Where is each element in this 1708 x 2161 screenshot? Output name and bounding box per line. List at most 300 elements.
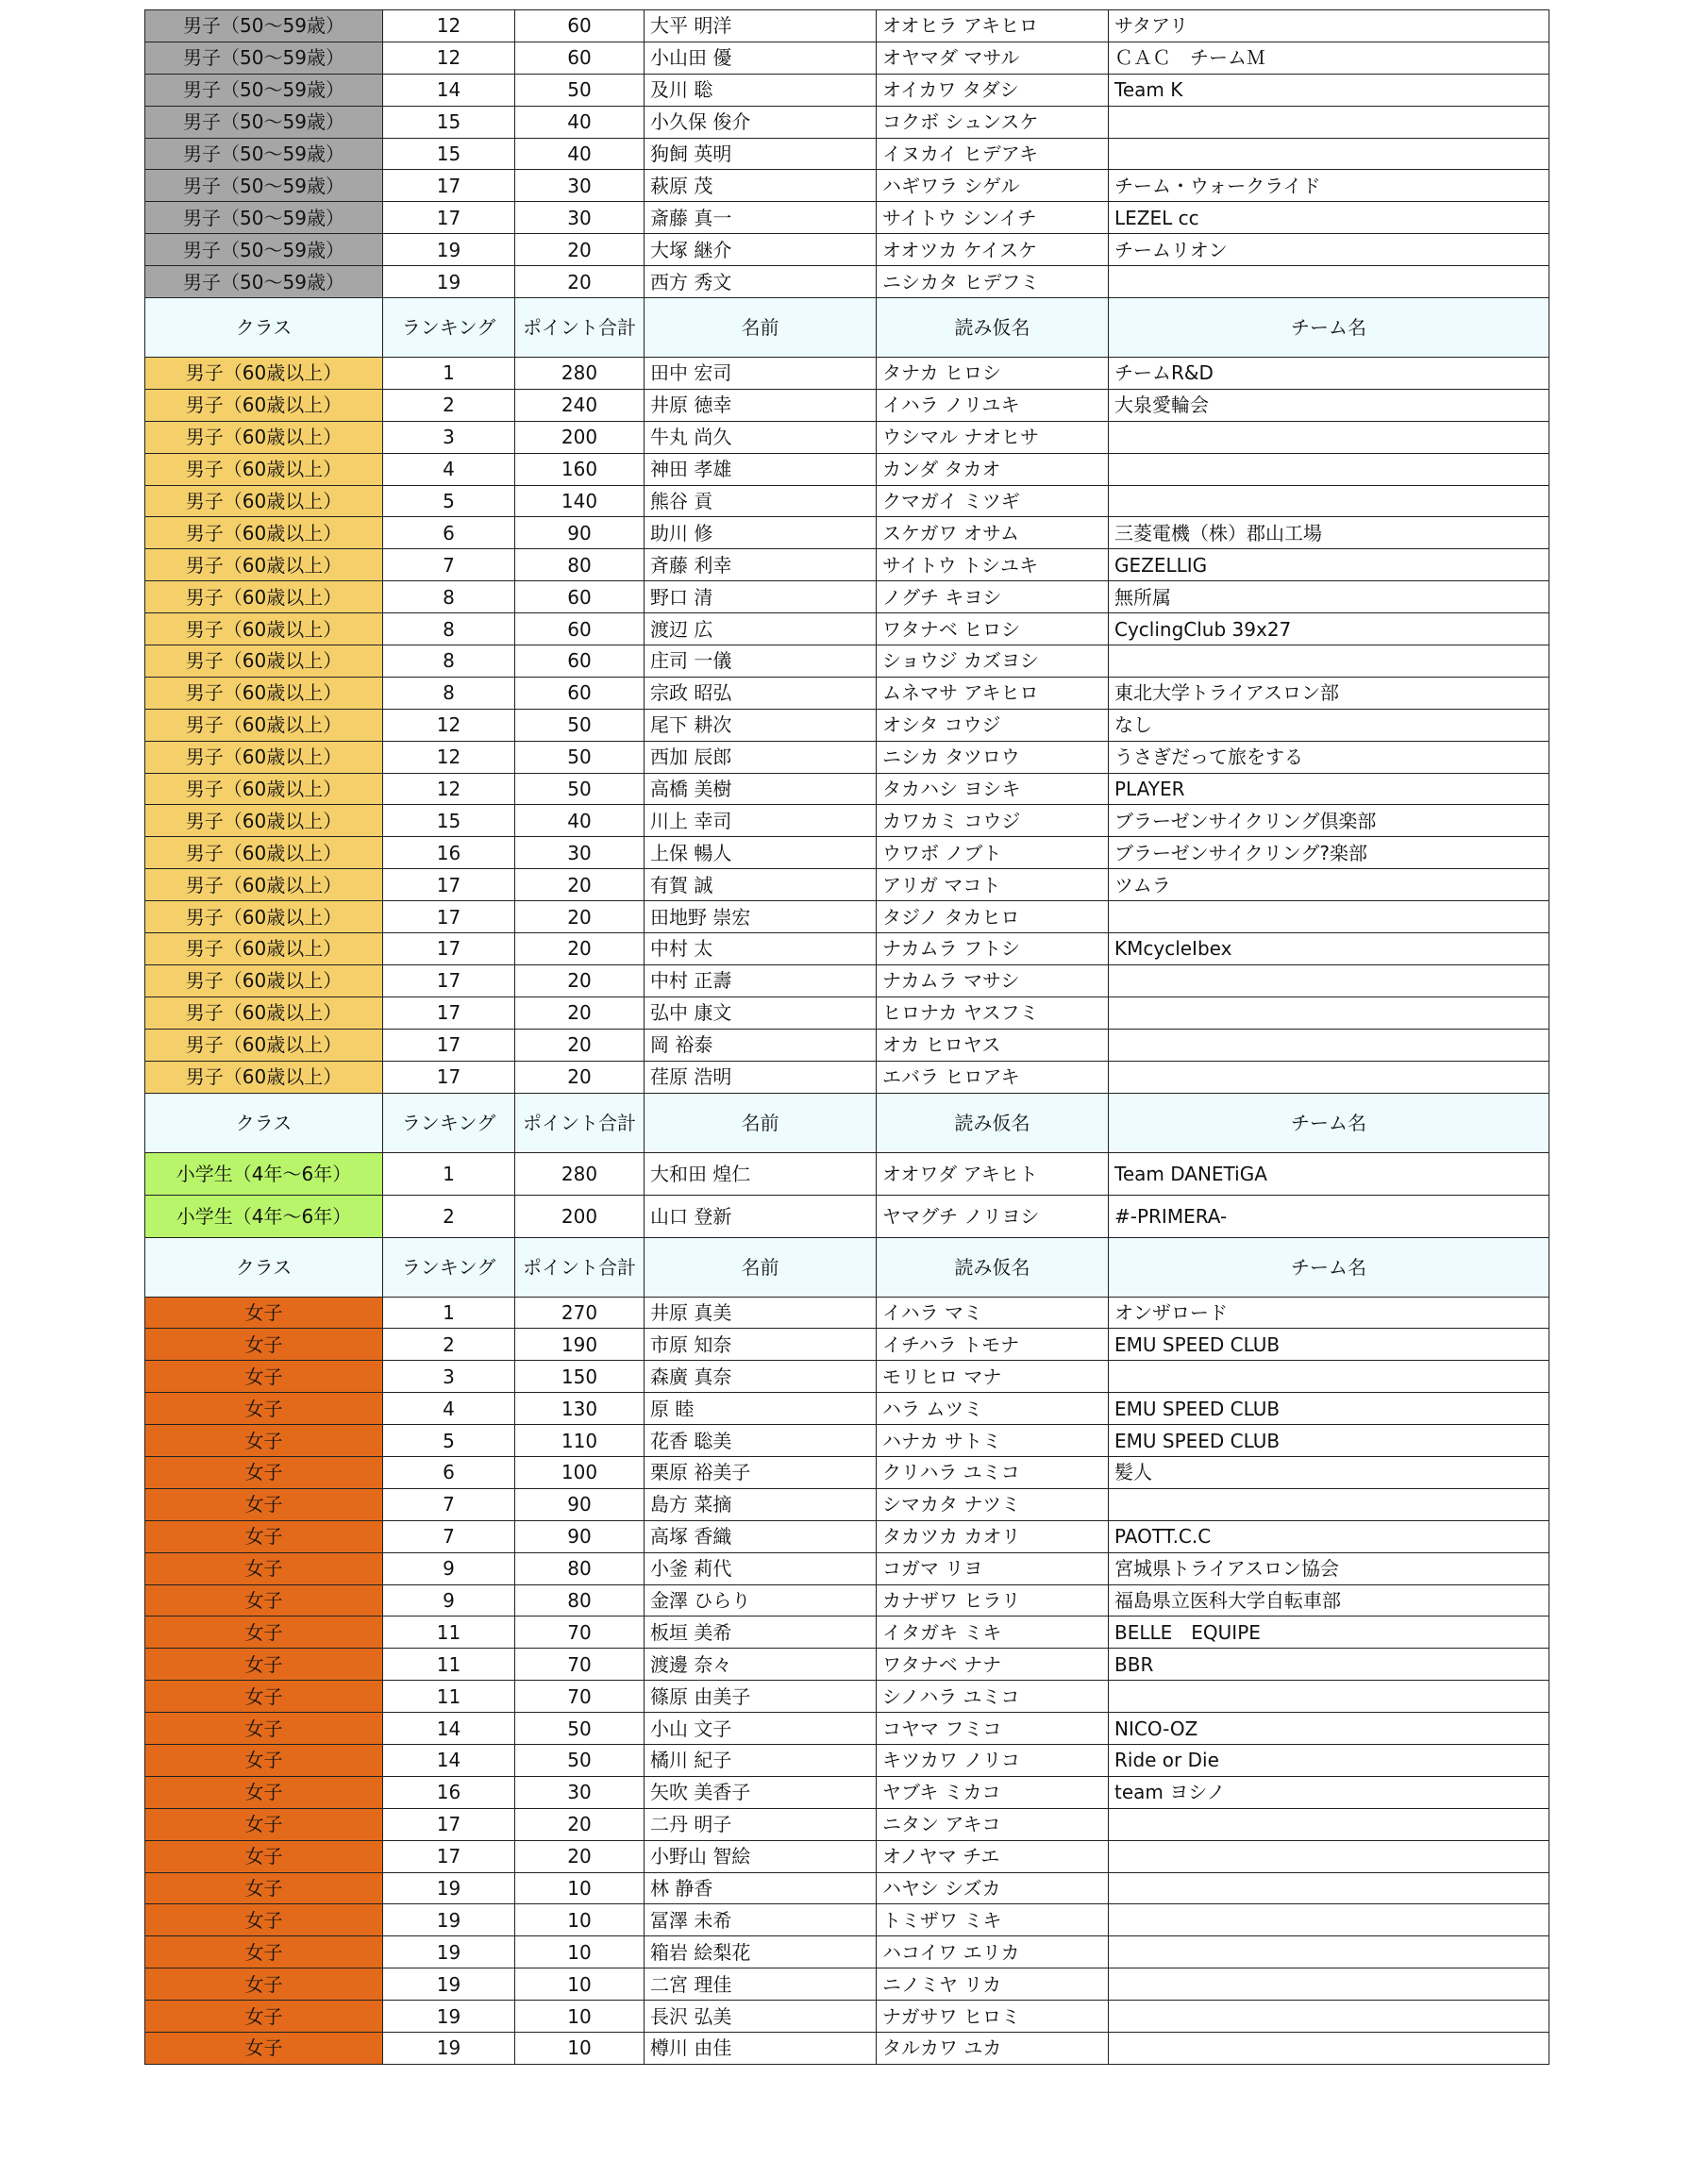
points-cell: 280 — [515, 358, 645, 390]
table-row — [145, 1425, 1549, 1457]
ranking-cell: 17 — [383, 1029, 515, 1061]
name-cell: 上保 暢人 — [645, 837, 877, 869]
points-cell: 20 — [515, 1840, 645, 1872]
team-cell: うさぎだって旅をする — [1109, 741, 1549, 773]
points-cell: 70 — [515, 1617, 645, 1649]
name-cell: 助川 修 — [645, 517, 877, 549]
ranking-cell: 19 — [383, 266, 515, 298]
team-cell: CyclingClub 39x27 — [1109, 613, 1549, 645]
name-cell: 矢吹 美香子 — [645, 1776, 877, 1808]
header-points: ポイント合計 — [515, 298, 645, 358]
kana-cell: ハコイワ エリカ — [877, 1936, 1109, 1968]
kana-cell: イヌカイ ヒデアキ — [877, 138, 1109, 170]
class-cell: 男子（60歳以上） — [145, 485, 383, 517]
table-row — [145, 234, 1549, 266]
kana-cell: ハギワラ シゲル — [877, 170, 1109, 202]
team-cell — [1109, 1361, 1549, 1393]
team-cell: オンザロード — [1109, 1297, 1549, 1329]
team-cell — [1109, 453, 1549, 485]
kana-cell: キツカワ ノリコ — [877, 1744, 1109, 1776]
class-cell: 男子（50〜59歳） — [145, 202, 383, 234]
class-cell: 女子 — [145, 1808, 383, 1840]
table-row — [145, 1840, 1549, 1872]
class-cell: 男子（60歳以上） — [145, 741, 383, 773]
table-row — [145, 1195, 1549, 1237]
kana-cell: クマガイ ミツギ — [877, 485, 1109, 517]
table-row — [145, 837, 1549, 869]
points-cell: 160 — [515, 453, 645, 485]
ranking-cell: 4 — [383, 1393, 515, 1425]
name-cell: 板垣 美希 — [645, 1617, 877, 1649]
ranking-cell: 15 — [383, 106, 515, 138]
team-cell: なし — [1109, 709, 1549, 741]
class-cell: 女子 — [145, 1488, 383, 1520]
kana-cell: クリハラ ユミコ — [877, 1456, 1109, 1488]
name-cell: 西加 辰郎 — [645, 741, 877, 773]
class-cell: 女子 — [145, 1936, 383, 1968]
team-cell — [1109, 1872, 1549, 1904]
table-row — [145, 613, 1549, 645]
class-cell: 女子 — [145, 1456, 383, 1488]
name-cell: 小久保 俊介 — [645, 106, 877, 138]
header-class: クラス — [145, 1237, 383, 1297]
ranking-cell: 2 — [383, 389, 515, 421]
kana-cell: ニタン アキコ — [877, 1808, 1109, 1840]
class-cell: 男子（60歳以上） — [145, 677, 383, 709]
table-row — [145, 421, 1549, 453]
name-cell: 冨澤 未希 — [645, 1904, 877, 1936]
points-cell: 10 — [515, 1936, 645, 1968]
table-row — [145, 1152, 1549, 1195]
kana-cell: タジノ タカヒロ — [877, 901, 1109, 933]
header-team: チーム名 — [1109, 298, 1549, 358]
ranking-cell: 17 — [383, 170, 515, 202]
header-name: 名前 — [645, 1237, 877, 1297]
team-cell — [1109, 1061, 1549, 1093]
team-cell: 三菱電機（株）郡山工場 — [1109, 517, 1549, 549]
table-row — [145, 389, 1549, 421]
ranking-cell: 8 — [383, 645, 515, 678]
kana-cell: オシタ コウジ — [877, 709, 1109, 741]
class-cell: 男子（60歳以上） — [145, 901, 383, 933]
ranking-table — [144, 9, 1549, 2065]
team-cell: EMU SPEED CLUB — [1109, 1425, 1549, 1457]
name-cell: 野口 清 — [645, 581, 877, 613]
points-cell: 140 — [515, 485, 645, 517]
points-cell: 50 — [515, 74, 645, 106]
name-cell: 島方 菜摘 — [645, 1488, 877, 1520]
table-row — [145, 1713, 1549, 1745]
name-cell: 熊谷 貢 — [645, 485, 877, 517]
team-cell — [1109, 106, 1549, 138]
ranking-cell: 1 — [383, 1152, 515, 1195]
ranking-cell: 19 — [383, 1968, 515, 2001]
points-cell: 100 — [515, 1456, 645, 1488]
class-cell: 男子（50〜59歳） — [145, 106, 383, 138]
name-cell: 樽川 由佳 — [645, 2032, 877, 2064]
team-cell — [1109, 421, 1549, 453]
ranking-cell: 1 — [383, 358, 515, 390]
ranking-cell: 19 — [383, 1936, 515, 1968]
points-cell: 40 — [515, 805, 645, 837]
header-points: ポイント合計 — [515, 1093, 645, 1152]
ranking-cell: 12 — [383, 741, 515, 773]
class-cell: 男子（50〜59歳） — [145, 170, 383, 202]
table-row — [145, 581, 1549, 613]
team-cell: ツムラ — [1109, 869, 1549, 901]
name-cell: 井原 徳幸 — [645, 389, 877, 421]
name-cell: 中村 太 — [645, 933, 877, 965]
kana-cell: オノヤマ チエ — [877, 1840, 1109, 1872]
team-cell: サタアリ — [1109, 10, 1549, 42]
table-row — [145, 933, 1549, 965]
name-cell: 小野山 智絵 — [645, 1840, 877, 1872]
ranking-cell: 19 — [383, 2032, 515, 2064]
points-cell: 20 — [515, 1029, 645, 1061]
ranking-cell: 12 — [383, 10, 515, 42]
team-cell: BBR — [1109, 1649, 1549, 1681]
name-cell: 斎藤 真一 — [645, 202, 877, 234]
team-cell: PAOTT.C.C — [1109, 1520, 1549, 1552]
name-cell: 山口 登新 — [645, 1195, 877, 1237]
kana-cell: コヤマ フミコ — [877, 1713, 1109, 1745]
kana-cell: カナザワ ヒラリ — [877, 1584, 1109, 1617]
name-cell: 中村 正壽 — [645, 964, 877, 997]
class-cell: 男子（60歳以上） — [145, 837, 383, 869]
class-cell: 男子（60歳以上） — [145, 1061, 383, 1093]
kana-cell: ハナカ サトミ — [877, 1425, 1109, 1457]
name-cell: 牛丸 尚久 — [645, 421, 877, 453]
table-row — [145, 138, 1549, 170]
table-row — [145, 805, 1549, 837]
ranking-cell: 14 — [383, 1713, 515, 1745]
points-cell: 50 — [515, 741, 645, 773]
table-row — [145, 741, 1549, 773]
class-cell: 男子（60歳以上） — [145, 997, 383, 1029]
kana-cell: シノハラ ユミコ — [877, 1681, 1109, 1713]
points-cell: 60 — [515, 677, 645, 709]
table-row — [145, 10, 1549, 42]
class-cell: 男子（60歳以上） — [145, 645, 383, 678]
table-row — [145, 709, 1549, 741]
points-cell: 20 — [515, 1061, 645, 1093]
ranking-cell: 15 — [383, 138, 515, 170]
class-cell: 男子（60歳以上） — [145, 517, 383, 549]
table-row — [145, 1488, 1549, 1520]
kana-cell: スケガワ オサム — [877, 517, 1109, 549]
team-cell — [1109, 645, 1549, 678]
name-cell: 長沢 弘美 — [645, 2001, 877, 2033]
name-cell: 二丹 明子 — [645, 1808, 877, 1840]
ranking-cell: 17 — [383, 997, 515, 1029]
table-row — [145, 1617, 1549, 1649]
points-cell: 20 — [515, 1808, 645, 1840]
points-cell: 40 — [515, 138, 645, 170]
name-cell: 西方 秀文 — [645, 266, 877, 298]
class-cell: 女子 — [145, 1681, 383, 1713]
name-cell: 渡辺 広 — [645, 613, 877, 645]
kana-cell: オオツカ ケイスケ — [877, 234, 1109, 266]
kana-cell: ナガサワ ヒロミ — [877, 2001, 1109, 2033]
points-cell: 80 — [515, 1584, 645, 1617]
ranking-cell: 3 — [383, 1361, 515, 1393]
name-cell: 篠原 由美子 — [645, 1681, 877, 1713]
name-cell: 花香 聡美 — [645, 1425, 877, 1457]
points-cell: 60 — [515, 581, 645, 613]
points-cell: 130 — [515, 1393, 645, 1425]
column-header-row — [145, 1237, 1549, 1297]
ranking-cell: 19 — [383, 234, 515, 266]
ranking-cell: 14 — [383, 1744, 515, 1776]
ranking-cell: 7 — [383, 1488, 515, 1520]
ranking-cell: 9 — [383, 1584, 515, 1617]
ranking-cell: 17 — [383, 964, 515, 997]
table-row — [145, 1361, 1549, 1393]
kana-cell: オイカワ タダシ — [877, 74, 1109, 106]
table-row — [145, 677, 1549, 709]
kana-cell: ショウジ カズヨシ — [877, 645, 1109, 678]
team-cell: 大泉愛輪会 — [1109, 389, 1549, 421]
ranking-cell: 6 — [383, 517, 515, 549]
ranking-cell: 8 — [383, 613, 515, 645]
ranking-cell: 4 — [383, 453, 515, 485]
points-cell: 20 — [515, 869, 645, 901]
name-cell: 尾下 耕次 — [645, 709, 877, 741]
team-cell: 福島県立医科大学自転車部 — [1109, 1584, 1549, 1617]
kana-cell: サイトウ トシユキ — [877, 549, 1109, 581]
points-cell: 70 — [515, 1649, 645, 1681]
kana-cell: カワカミ コウジ — [877, 805, 1109, 837]
team-cell: PLAYER — [1109, 773, 1549, 805]
team-cell: LEZEL cc — [1109, 202, 1549, 234]
kana-cell: ウワボ ノブト — [877, 837, 1109, 869]
points-cell: 80 — [515, 549, 645, 581]
ranking-cell: 17 — [383, 202, 515, 234]
table-row — [145, 453, 1549, 485]
name-cell: 田中 宏司 — [645, 358, 877, 390]
kana-cell: エバラ ヒロアキ — [877, 1061, 1109, 1093]
points-cell: 30 — [515, 202, 645, 234]
team-cell: EMU SPEED CLUB — [1109, 1329, 1549, 1361]
kana-cell: イチハラ トモナ — [877, 1329, 1109, 1361]
class-cell: 男子（60歳以上） — [145, 805, 383, 837]
team-cell: 宮城県トライアスロン協会 — [1109, 1552, 1549, 1584]
kana-cell: タカツカ カオリ — [877, 1520, 1109, 1552]
name-cell: 小山 文子 — [645, 1713, 877, 1745]
team-cell — [1109, 266, 1549, 298]
points-cell: 20 — [515, 997, 645, 1029]
class-cell: 女子 — [145, 2001, 383, 2033]
points-cell: 50 — [515, 773, 645, 805]
points-cell: 10 — [515, 1904, 645, 1936]
name-cell: 高橋 美樹 — [645, 773, 877, 805]
header-team: チーム名 — [1109, 1237, 1549, 1297]
ranking-cell: 16 — [383, 837, 515, 869]
team-cell — [1109, 138, 1549, 170]
ranking-cell: 16 — [383, 1776, 515, 1808]
table-row — [145, 1968, 1549, 2001]
kana-cell: タルカワ ユカ — [877, 2032, 1109, 2064]
table-row — [145, 645, 1549, 678]
name-cell: 栗原 裕美子 — [645, 1456, 877, 1488]
kana-cell: オカ ヒロヤス — [877, 1029, 1109, 1061]
class-cell: 女子 — [145, 1744, 383, 1776]
header-name: 名前 — [645, 298, 877, 358]
team-cell — [1109, 1029, 1549, 1061]
points-cell: 20 — [515, 266, 645, 298]
class-cell: 女子 — [145, 1713, 383, 1745]
name-cell: 小山田 優 — [645, 42, 877, 74]
kana-cell: オオヒラ アキヒロ — [877, 10, 1109, 42]
team-cell: Team K — [1109, 74, 1549, 106]
class-cell: 女子 — [145, 1361, 383, 1393]
name-cell: 大平 明洋 — [645, 10, 877, 42]
ranking-cell: 12 — [383, 773, 515, 805]
points-cell: 90 — [515, 1488, 645, 1520]
team-cell — [1109, 1840, 1549, 1872]
team-cell — [1109, 901, 1549, 933]
header-class: クラス — [145, 298, 383, 358]
ranking-cell: 2 — [383, 1329, 515, 1361]
table-row — [145, 170, 1549, 202]
points-cell: 60 — [515, 645, 645, 678]
class-cell: 男子（60歳以上） — [145, 933, 383, 965]
table-row — [145, 1649, 1549, 1681]
points-cell: 200 — [515, 1195, 645, 1237]
team-cell: 東北大学トライアスロン部 — [1109, 677, 1549, 709]
header-points: ポイント合計 — [515, 1237, 645, 1297]
team-cell: BELLE EQUIPE — [1109, 1617, 1549, 1649]
table-row — [145, 869, 1549, 901]
name-cell: 二宮 理佳 — [645, 1968, 877, 2001]
name-cell: 神田 孝雄 — [645, 453, 877, 485]
table-row — [145, 901, 1549, 933]
table-row — [145, 1808, 1549, 1840]
class-cell: 男子（60歳以上） — [145, 453, 383, 485]
team-cell: KMcycleIbex — [1109, 933, 1549, 965]
ranking-cell: 9 — [383, 1552, 515, 1584]
kana-cell: タカハシ ヨシキ — [877, 773, 1109, 805]
team-cell — [1109, 2032, 1549, 2064]
team-cell: #-PRIMERA- — [1109, 1195, 1549, 1237]
points-cell: 90 — [515, 1520, 645, 1552]
ranking-cell: 12 — [383, 42, 515, 74]
table-row — [145, 74, 1549, 106]
class-cell: 男子（50〜59歳） — [145, 74, 383, 106]
class-cell: 男子（50〜59歳） — [145, 234, 383, 266]
class-cell: 男子（50〜59歳） — [145, 266, 383, 298]
points-cell: 20 — [515, 234, 645, 266]
ranking-cell: 19 — [383, 1872, 515, 1904]
class-cell: 男子（60歳以上） — [145, 389, 383, 421]
header-class: クラス — [145, 1093, 383, 1152]
kana-cell: ヤブキ ミカコ — [877, 1776, 1109, 1808]
table-row — [145, 1584, 1549, 1617]
class-cell: 女子 — [145, 1617, 383, 1649]
ranking-cell: 17 — [383, 933, 515, 965]
ranking-cell: 8 — [383, 581, 515, 613]
team-cell: EMU SPEED CLUB — [1109, 1393, 1549, 1425]
table-row — [145, 1776, 1549, 1808]
team-cell: Team DANETiGA — [1109, 1152, 1549, 1195]
table-row — [145, 1744, 1549, 1776]
kana-cell: コガマ リヨ — [877, 1552, 1109, 1584]
name-cell: 渡邊 奈々 — [645, 1649, 877, 1681]
name-cell: 及川 聡 — [645, 74, 877, 106]
kana-cell: ワタナベ ナナ — [877, 1649, 1109, 1681]
points-cell: 80 — [515, 1552, 645, 1584]
team-cell — [1109, 1936, 1549, 1968]
team-cell: team ヨシノ — [1109, 1776, 1549, 1808]
points-cell: 20 — [515, 933, 645, 965]
team-cell: チームR&D — [1109, 358, 1549, 390]
column-header-row — [145, 1093, 1549, 1152]
table-row — [145, 1029, 1549, 1061]
class-cell: 小学生（4年〜6年） — [145, 1152, 383, 1195]
kana-cell: オオワダ アキヒト — [877, 1152, 1109, 1195]
team-cell: GEZELLIG — [1109, 549, 1549, 581]
table-row — [145, 773, 1549, 805]
table-row — [145, 1297, 1549, 1329]
team-cell: チーム・ウォークライド — [1109, 170, 1549, 202]
team-cell — [1109, 1904, 1549, 1936]
team-cell — [1109, 1488, 1549, 1520]
team-cell — [1109, 1968, 1549, 2001]
table-row — [145, 1520, 1549, 1552]
points-cell: 10 — [515, 1872, 645, 1904]
header-kana: 読み仮名 — [877, 1093, 1109, 1152]
ranking-cell: 5 — [383, 1425, 515, 1457]
table-row — [145, 964, 1549, 997]
ranking-cell: 19 — [383, 2001, 515, 2033]
points-cell: 200 — [515, 421, 645, 453]
header-kana: 読み仮名 — [877, 1237, 1109, 1297]
points-cell: 270 — [515, 1297, 645, 1329]
ranking-cell: 7 — [383, 1520, 515, 1552]
header-ranking: ランキング — [383, 298, 515, 358]
points-cell: 30 — [515, 170, 645, 202]
points-cell: 60 — [515, 42, 645, 74]
kana-cell: シマカタ ナツミ — [877, 1488, 1109, 1520]
team-cell: Ride or Die — [1109, 1744, 1549, 1776]
kana-cell: ワタナベ ヒロシ — [877, 613, 1109, 645]
name-cell: 市原 知奈 — [645, 1329, 877, 1361]
ranking-cell: 14 — [383, 74, 515, 106]
name-cell: 庄司 一儀 — [645, 645, 877, 678]
kana-cell: ナカムラ マサシ — [877, 964, 1109, 997]
kana-cell: ニシカタ ヒデフミ — [877, 266, 1109, 298]
kana-cell: ヒロナカ ヤスフミ — [877, 997, 1109, 1029]
table-row — [145, 1552, 1549, 1584]
table-row — [145, 1393, 1549, 1425]
ranking-cell: 15 — [383, 805, 515, 837]
table-row — [145, 517, 1549, 549]
kana-cell: ハラ ムツミ — [877, 1393, 1109, 1425]
kana-cell: ハヤシ シズカ — [877, 1872, 1109, 1904]
class-cell: 男子（60歳以上） — [145, 421, 383, 453]
kana-cell: タナカ ヒロシ — [877, 358, 1109, 390]
team-cell: 無所属 — [1109, 581, 1549, 613]
points-cell: 110 — [515, 1425, 645, 1457]
kana-cell: ニシカ タツロウ — [877, 741, 1109, 773]
class-cell: 女子 — [145, 1584, 383, 1617]
ranking-cell: 19 — [383, 1904, 515, 1936]
team-cell — [1109, 2001, 1549, 2033]
team-cell: ＣＡＣ チームＭ — [1109, 42, 1549, 74]
name-cell: 萩原 茂 — [645, 170, 877, 202]
table-row — [145, 549, 1549, 581]
points-cell: 70 — [515, 1681, 645, 1713]
